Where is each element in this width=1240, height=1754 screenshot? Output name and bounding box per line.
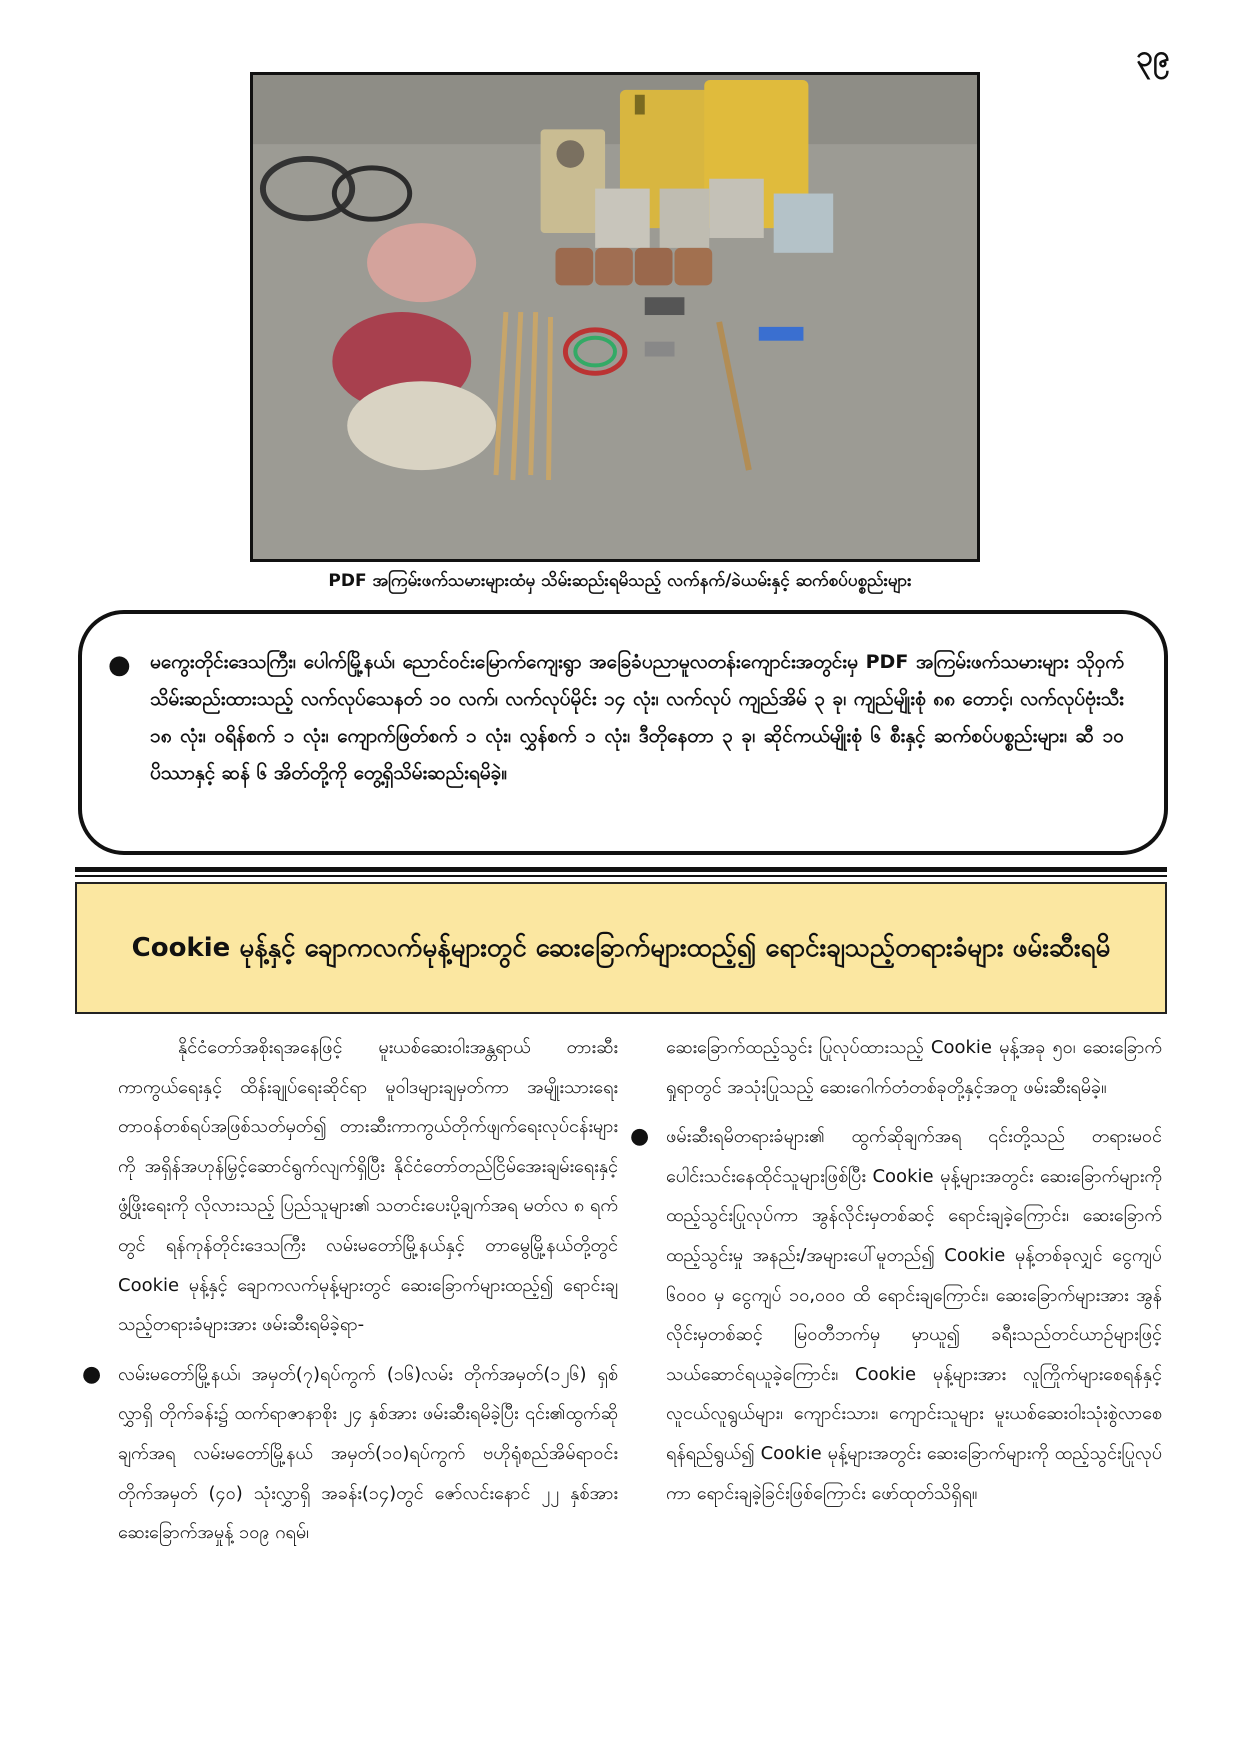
article-headline-box — [75, 882, 1167, 1014]
article-headline: Cookie မုန့်နှင့် ချောကလက်မုန့်များတွင် ဆေးခြောက်များထည့်၍ ရောင်းချသည့်တရားခံများ ဖမ်းဆီးရမိ — [131, 933, 1111, 963]
seized-items-photo — [250, 72, 980, 562]
photo-caption: PDF အကြမ်းဖက်သမားများထံမှ သိမ်းဆည်းရမိသည့် လက်နက်/ခဲယမ်းနှင့် ဆက်စပ်ပစ္စည်းများ — [328, 571, 912, 591]
page-number: ၃၉ — [1136, 39, 1170, 74]
left-bullet-text: လမ်းမတော်မြို့နယ်၊ အမှတ်(၇)ရပ်ကွက် (၁၆)လမ်း တိုက်အမှတ်(၁၂၆) ရှစ်လွှာရှိ တိုက်ခန်း၌ ထက်ရာဇာနာစိုး ၂၄ နှစ်အား ဖမ်းဆီးရမိခဲ့ပြီး ၎င်း၏ထွက်ဆိုချက်အရ လမ်းမတော်မြို့နယ် အမှတ်(၁၀)ရပ်ကွက် ဗဟိုရုံစည်အိမ်ရာဝင်း တိုက်အမှတ် (၄၀) သုံးလွှာရှိ အခန်း(၁၄)တွင် ဇော်လင်းနောင် ၂၂ နှစ်အား ဆေးခြောက်အမှုန့် ၁၀၉ ဂရမ်၊ — [118, 1363, 618, 1544]
bullet-icon: ● — [630, 1124, 650, 1150]
seizure-summary-text: မကွေးတိုင်းဒေသကြီး၊ ပေါက်မြို့နယ်၊ ညောင်ဝင်းမြောက်ကျေးရွာ အခြေခံပညာမူလတန်းကျောင်းအတွင်းမှ PDF အကြမ်းဖက်သမားများ သိုဝှက်သိမ်းဆည်းထားသည့် လက်လုပ်သေနတ် ၁၀ လက်၊ လက်လုပ်မိုင်း ၁၄ လုံး၊ လက်လုပ် ကျည်အိမ် ၃ ခု၊ ကျည်မျိုးစုံ ၈၈ တောင့်၊ လက်လုပ်ဗုံးသီး ၁၈ လုံး၊ ဝရိန်စက် ၁ လုံး၊ ကျောက်ဖြတ်စက် ၁ လုံး၊ လွှန်စက် ၁ လုံး၊ ဒီတိုနေတာ ၃ ခု၊ ဆိုင်ကယ်မျိုးစုံ ၆ စီးနှင့် ဆက်စပ်ပစ္စည်းများ၊ ဆီ ၁၀ ပိဿာနှင့် ဆန် ၆ အိတ်တို့ကို တွေ့ရှိသိမ်းဆည်းရမိခဲ့။ — [150, 651, 1124, 784]
left-column — [82, 1028, 618, 1553]
right-bullet-item — [630, 1117, 1162, 1513]
right-column — [630, 1028, 1162, 1513]
intro-paragraph: နိုင်ငံတော်အစိုးရအနေဖြင့် မူးယစ်ဆေးဝါးအန္တရာယ် တားဆီးကာကွယ်ရေးနှင့် ထိန်းချုပ်ရေးဆိုင်ရာ မူဝါဒများချမှတ်ကာ အမျိုးသားရေးတာဝန်တစ်ရပ်အဖြစ်သတ်မှတ်၍ တားဆီးကာကွယ်တိုက်ဖျက်ရေးလုပ်ငန်းများကို အရှိန်အဟုန်မြှင့်ဆောင်ရွက်လျက်ရှိပြီး နိုင်ငံတော်တည်ငြိမ်အေးချမ်းရေးနှင့် ဖွံ့ဖြိုးရေးကို လိုလားသည့် ပြည်သူများ၏ သတင်းပေးပို့ချက်အရ မတ်လ ၈ ရက်တွင် ရန်ကုန်တိုင်းဒေသကြီး လမ်းမတော်မြို့နယ်နှင့် တာမွေမြို့နယ်တို့တွင် Cookie မုန့်နှင့် ချောကလက်မုန့်များတွင် ဆေးခြောက်များထည့်၍ ရောင်းချသည့်တရားခံများအား ဖမ်းဆီးရမိခဲ့ရာ- — [118, 1037, 618, 1336]
divider-thin — [75, 875, 1167, 877]
bullet-icon: ● — [108, 650, 131, 680]
divider-thick — [75, 867, 1167, 872]
continuation-paragraph: ဆေးခြောက်ထည့်သွင်း ပြုလုပ်ထားသည့် Cookie မုန့်အခု ၅၀၊ ဆေးခြောက်ရှုရာတွင် အသုံးပြုသည့် ဆေးဂေါက်တံတစ်ခုတို့နှင့်အတူ ဖမ်းဆီးရမိခဲ့။ — [666, 1037, 1162, 1098]
seizure-summary-box — [78, 610, 1168, 855]
left-bullet-item — [82, 1355, 618, 1553]
right-bullet-text: ဖမ်းဆီးရမိတရားခံများ၏ ထွက်ဆိုချက်အရ ၎င်းတို့သည် တရားမဝင်ပေါင်းသင်းနေထိုင်သူများဖြစ်ပြီး Cookie မုန့်များအတွင်း ဆေးခြောက်များကို ထည့်သွင်းပြုလုပ်ကာ အွန်လိုင်းမှတစ်ဆင့် ရောင်းချခဲ့ကြောင်း၊ ဆေးခြောက်ထည့်သွင်းမှု အနည်း/အများပေါ်မူတည်၍ Cookie မုန့်တစ်ခုလျှင် ငွေကျပ် ၆၀၀၀ မှ ငွေကျပ် ၁၀,၀၀၀ ထိ ရောင်းချကြောင်း၊ ဆေးခြောက်များအား အွန်လိုင်းမှတစ်ဆင့် မြဝတီဘက်မှ မှာယူ၍ ခရီးသည်တင်ယာဉ်များဖြင့် သယ်ဆောင်ရယူခဲ့ကြောင်း၊ Cookie မုန့်များအား လူကြိုက်များစေရန်နှင့် လူငယ်လူရွယ်များ၊ ကျောင်းသား၊ ကျောင်းသူများ မူးယစ်ဆေးဝါးသုံးစွဲလာစေရန်ရည်ရွယ်၍ Cookie မုန့်များအတွင်း ဆေးခြောက်များကို ထည့်သွင်းပြုလုပ်ကာ ရောင်းချခဲ့ခြင်းဖြစ်ကြောင်း ဖော်ထုတ်သိရှိရ။ — [666, 1126, 1162, 1504]
bullet-icon: ● — [82, 1361, 102, 1387]
